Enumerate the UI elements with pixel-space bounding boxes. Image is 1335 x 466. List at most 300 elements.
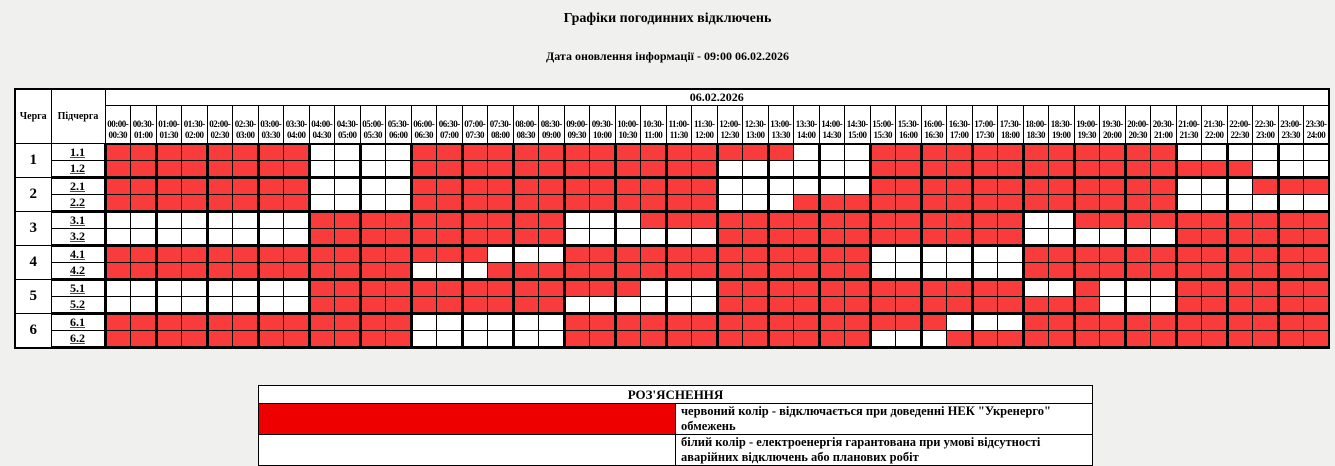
slot-cell: [462, 229, 488, 246]
slot-cell: [819, 314, 845, 331]
slot-cell: [462, 161, 488, 178]
slot-cell: [692, 229, 718, 246]
slot-cell: [513, 161, 539, 178]
slot-cell: [1074, 178, 1100, 195]
slot-cell: [972, 212, 998, 229]
slot-cell: [1074, 212, 1100, 229]
slot-cell: [743, 229, 769, 246]
slot-cell: [207, 178, 233, 195]
slot-cell: [1100, 246, 1126, 263]
slot-cell: [641, 331, 667, 348]
time-slot-header: 20:30- 21:00: [1151, 106, 1177, 144]
slot-cell: [539, 314, 565, 331]
slot-cell: [539, 195, 565, 212]
queue-label: 5: [15, 280, 51, 314]
schedule-row-4.1: [15, 246, 1329, 263]
slot-cell: [513, 297, 539, 314]
slot-cell: [1278, 314, 1304, 331]
time-slot-header: 15:00- 15:30: [870, 106, 896, 144]
slot-cell: [1125, 212, 1151, 229]
header-date-row: [15, 89, 1329, 106]
slot-cell: [921, 212, 947, 229]
slot-cell: [666, 229, 692, 246]
subqueue-link[interactable]: 6.2: [70, 331, 85, 345]
time-slot-header: 04:30- 05:00: [335, 106, 361, 144]
slot-cell: [258, 212, 284, 229]
slot-cell: [1227, 144, 1253, 161]
slot-cell: [284, 144, 310, 161]
slot-cell: [182, 314, 208, 331]
slot-cell: [386, 161, 412, 178]
slot-cell: [1304, 144, 1330, 161]
slot-cell: [1125, 229, 1151, 246]
slot-cell: [182, 263, 208, 280]
slot-cell: [896, 280, 922, 297]
slot-cell: [564, 246, 590, 263]
slot-cell: [437, 246, 463, 263]
slot-cell: [947, 331, 973, 348]
subqueue-link[interactable]: 6.1: [70, 315, 85, 329]
slot-cell: [743, 263, 769, 280]
slot-cell: [437, 314, 463, 331]
slot-cell: [998, 178, 1024, 195]
queue-label: 4: [15, 246, 51, 280]
subqueue-cell: [51, 178, 105, 195]
slot-cell: [284, 246, 310, 263]
slot-cell: [845, 229, 871, 246]
slot-cell: [896, 229, 922, 246]
slot-cell: [1100, 263, 1126, 280]
slot-cell: [1049, 144, 1075, 161]
slot-cell: [717, 195, 743, 212]
subqueue-cell: [51, 144, 105, 161]
slot-cell: [258, 144, 284, 161]
slot-cell: [743, 314, 769, 331]
slot-cell: [692, 331, 718, 348]
slot-cell: [105, 144, 131, 161]
slot-cell: [794, 246, 820, 263]
slot-cell: [105, 314, 131, 331]
slot-cell: [794, 178, 820, 195]
slot-cell: [1278, 212, 1304, 229]
time-slot-header: 11:30- 12:00: [692, 106, 718, 144]
time-slot-header: 04:00- 04:30: [309, 106, 335, 144]
slot-cell: [1151, 144, 1177, 161]
slot-cell: [743, 212, 769, 229]
slot-cell: [1304, 297, 1330, 314]
schedule-row-3.1: [15, 212, 1329, 229]
slot-cell: [1100, 331, 1126, 348]
slot-cell: [947, 229, 973, 246]
slot-cell: [998, 246, 1024, 263]
slot-cell: [1304, 212, 1330, 229]
subqueue-link[interactable]: 3.2: [70, 229, 85, 243]
slot-cell: [692, 195, 718, 212]
slot-cell: [156, 161, 182, 178]
slot-cell: [258, 280, 284, 297]
time-slot-header: 18:30- 19:00: [1049, 106, 1075, 144]
slot-cell: [284, 297, 310, 314]
slot-cell: [1125, 297, 1151, 314]
slot-cell: [717, 212, 743, 229]
slot-cell: [845, 331, 871, 348]
slot-cell: [1151, 331, 1177, 348]
slot-cell: [1125, 161, 1151, 178]
slot-cell: [845, 161, 871, 178]
slot-cell: [105, 297, 131, 314]
slot-cell: [1202, 195, 1228, 212]
slot-cell: [462, 297, 488, 314]
slot-cell: [1023, 280, 1049, 297]
slot-cell: [1100, 297, 1126, 314]
slot-cell: [1125, 144, 1151, 161]
slot-cell: [309, 144, 335, 161]
slot-cell: [1125, 263, 1151, 280]
slot-cell: [896, 297, 922, 314]
slot-cell: [590, 195, 616, 212]
slot-cell: [309, 280, 335, 297]
slot-cell: [309, 246, 335, 263]
slot-cell: [1100, 229, 1126, 246]
slot-cell: [896, 246, 922, 263]
slot-cell: [972, 144, 998, 161]
subqueue-cell: [51, 229, 105, 246]
page-title: Графіки погодинних відключень: [563, 11, 772, 26]
time-header-row: [15, 106, 1329, 144]
slot-cell: [1202, 263, 1228, 280]
slot-cell: [437, 229, 463, 246]
slot-cell: [131, 297, 157, 314]
slot-cell: [488, 229, 514, 246]
time-slot-header: 13:00- 13:30: [768, 106, 794, 144]
time-slot-header: 00:30- 01:00: [131, 106, 157, 144]
date-header: 06.02.2026: [105, 89, 1329, 106]
slot-cell: [488, 212, 514, 229]
slot-cell: [411, 263, 437, 280]
slot-cell: [1304, 331, 1330, 348]
slot-cell: [284, 229, 310, 246]
slot-cell: [921, 263, 947, 280]
slot-cell: [207, 246, 233, 263]
schedule-row-4.2: [15, 263, 1329, 280]
slot-cell: [896, 195, 922, 212]
slot-cell: [284, 263, 310, 280]
subqueue-cell: [51, 263, 105, 280]
slot-cell: [1074, 280, 1100, 297]
time-slot-header: 16:30- 17:00: [947, 106, 973, 144]
slot-cell: [309, 195, 335, 212]
schedule-row-3.2: [15, 229, 1329, 246]
slot-cell: [1151, 246, 1177, 263]
slot-cell: [615, 195, 641, 212]
slot-cell: [131, 144, 157, 161]
subqueue-link[interactable]: 1.2: [70, 161, 85, 175]
slot-cell: [666, 178, 692, 195]
slot-cell: [819, 144, 845, 161]
subqueue-link[interactable]: 5.2: [70, 297, 85, 311]
slot-cell: [437, 178, 463, 195]
slot-cell: [105, 195, 131, 212]
slot-cell: [1151, 229, 1177, 246]
slot-cell: [1278, 297, 1304, 314]
slot-cell: [1278, 161, 1304, 178]
slot-cell: [615, 229, 641, 246]
slot-cell: [513, 246, 539, 263]
slot-cell: [156, 178, 182, 195]
time-slot-header: 09:00- 09:30: [564, 106, 590, 144]
slot-cell: [768, 161, 794, 178]
slot-cell: [1100, 161, 1126, 178]
slot-cell: [386, 331, 412, 348]
slot-cell: [105, 331, 131, 348]
slot-cell: [437, 144, 463, 161]
slot-cell: [156, 246, 182, 263]
slot-cell: [998, 280, 1024, 297]
slot-cell: [870, 178, 896, 195]
slot-cell: [819, 161, 845, 178]
slot-cell: [615, 212, 641, 229]
slot-cell: [360, 263, 386, 280]
slot-cell: [768, 246, 794, 263]
slot-cell: [539, 331, 565, 348]
slot-cell: [411, 297, 437, 314]
slot-cell: [156, 263, 182, 280]
time-slot-header: 07:00- 07:30: [462, 106, 488, 144]
slot-cell: [309, 297, 335, 314]
time-slot-header: 21:30- 22:00: [1202, 106, 1228, 144]
time-slot-header: 08:00- 08:30: [513, 106, 539, 144]
slot-cell: [1074, 246, 1100, 263]
slot-cell: [182, 212, 208, 229]
slot-cell: [896, 144, 922, 161]
slot-cell: [1278, 195, 1304, 212]
slot-cell: [182, 161, 208, 178]
time-slot-header: 07:30- 08:00: [488, 106, 514, 144]
schedule-head: [15, 89, 1329, 144]
slot-cell: [564, 178, 590, 195]
slot-cell: [666, 246, 692, 263]
time-slot-header: 23:30- 24:00: [1304, 106, 1330, 144]
slot-cell: [284, 161, 310, 178]
subqueue-link[interactable]: 4.1: [70, 247, 85, 261]
slot-cell: [921, 280, 947, 297]
slot-cell: [998, 144, 1024, 161]
slot-cell: [411, 144, 437, 161]
slot-cell: [488, 144, 514, 161]
slot-cell: [1049, 331, 1075, 348]
slot-cell: [1049, 229, 1075, 246]
slot-cell: [1049, 212, 1075, 229]
time-slot-header: 09:30- 10:00: [590, 106, 616, 144]
slot-cell: [615, 263, 641, 280]
slot-cell: [717, 314, 743, 331]
slot-cell: [513, 144, 539, 161]
slot-cell: [1151, 297, 1177, 314]
slot-cell: [1151, 212, 1177, 229]
time-slot-header: 08:30- 09:00: [539, 106, 565, 144]
slot-cell: [207, 331, 233, 348]
slot-cell: [386, 229, 412, 246]
slot-cell: [462, 246, 488, 263]
slot-cell: [641, 297, 667, 314]
slot-cell: [284, 195, 310, 212]
slot-cell: [1176, 314, 1202, 331]
slot-cell: [1202, 280, 1228, 297]
slot-cell: [717, 246, 743, 263]
slot-cell: [1049, 297, 1075, 314]
slot-cell: [360, 314, 386, 331]
slot-cell: [921, 178, 947, 195]
slot-cell: [1202, 314, 1228, 331]
slot-cell: [819, 212, 845, 229]
slot-cell: [590, 229, 616, 246]
slot-cell: [386, 144, 412, 161]
subqueue-link[interactable]: 2.2: [70, 195, 85, 209]
slot-cell: [998, 331, 1024, 348]
queue-label: 6: [15, 314, 51, 348]
slot-cell: [335, 195, 361, 212]
slot-cell: [539, 161, 565, 178]
slot-cell: [870, 144, 896, 161]
slot-cell: [768, 297, 794, 314]
subqueue-link[interactable]: 1.1: [70, 144, 85, 159]
slot-cell: [794, 212, 820, 229]
slot-cell: [1023, 331, 1049, 348]
slot-cell: [335, 246, 361, 263]
slot-cell: [743, 280, 769, 297]
slot-cell: [105, 178, 131, 195]
slot-cell: [233, 212, 259, 229]
subqueue-cell: [51, 161, 105, 178]
slot-cell: [1227, 297, 1253, 314]
slot-cell: [1304, 246, 1330, 263]
slot-cell: [437, 161, 463, 178]
time-slot-header: 02:30- 03:00: [233, 106, 259, 144]
slot-cell: [1176, 229, 1202, 246]
slot-cell: [717, 263, 743, 280]
slot-cell: [309, 229, 335, 246]
slot-cell: [335, 331, 361, 348]
slot-cell: [1202, 331, 1228, 348]
slot-cell: [972, 178, 998, 195]
slot-cell: [488, 331, 514, 348]
slot-cell: [768, 229, 794, 246]
slot-cell: [641, 280, 667, 297]
slot-cell: [488, 161, 514, 178]
slot-cell: [615, 280, 641, 297]
slot-cell: [972, 195, 998, 212]
slot-cell: [1304, 314, 1330, 331]
slot-cell: [1278, 229, 1304, 246]
slot-cell: [921, 314, 947, 331]
slot-cell: [692, 161, 718, 178]
slot-cell: [284, 212, 310, 229]
slot-cell: [947, 263, 973, 280]
slot-cell: [131, 314, 157, 331]
time-slot-header: 12:00- 12:30: [717, 106, 743, 144]
slot-cell: [258, 263, 284, 280]
slot-cell: [564, 280, 590, 297]
slot-cell: [1151, 314, 1177, 331]
slot-cell: [258, 161, 284, 178]
slot-cell: [1176, 297, 1202, 314]
slot-cell: [666, 212, 692, 229]
slot-cell: [462, 263, 488, 280]
slot-cell: [462, 280, 488, 297]
subqueue-cell: [51, 314, 105, 331]
slot-cell: [768, 280, 794, 297]
subqueue-cell: [51, 280, 105, 297]
legend-item-row: [259, 435, 1093, 466]
slot-cell: [233, 246, 259, 263]
queue-label: 3: [15, 212, 51, 246]
slot-cell: [233, 314, 259, 331]
slot-cell: [1100, 314, 1126, 331]
slot-cell: [870, 280, 896, 297]
slot-cell: [131, 280, 157, 297]
slot-cell: [845, 195, 871, 212]
slot-cell: [1074, 297, 1100, 314]
slot-cell: [819, 195, 845, 212]
slot-cell: [335, 212, 361, 229]
slot-cell: [488, 280, 514, 297]
slot-cell: [768, 178, 794, 195]
slot-cell: [182, 144, 208, 161]
slot-cell: [1176, 195, 1202, 212]
slot-cell: [207, 212, 233, 229]
slot-cell: [590, 280, 616, 297]
slot-cell: [666, 144, 692, 161]
slot-cell: [386, 246, 412, 263]
slot-cell: [233, 161, 259, 178]
schedule-row-2.2: [15, 195, 1329, 212]
slot-cell: [360, 297, 386, 314]
slot-cell: [207, 280, 233, 297]
slot-cell: [845, 212, 871, 229]
legend-item-row: [259, 404, 1093, 435]
subqueue-cell: [51, 212, 105, 229]
slot-cell: [615, 144, 641, 161]
slot-cell: [794, 297, 820, 314]
slot-cell: [411, 195, 437, 212]
subqueue-link[interactable]: 3.1: [70, 213, 85, 227]
time-slot-header: 00:00- 00:30: [105, 106, 131, 144]
time-slot-header: 06:00- 06:30: [411, 106, 437, 144]
subqueue-link[interactable]: 4.2: [70, 263, 85, 277]
slot-cell: [1253, 280, 1279, 297]
slot-cell: [641, 263, 667, 280]
slot-cell: [1227, 280, 1253, 297]
slot-cell: [411, 161, 437, 178]
slot-cell: [768, 331, 794, 348]
slot-cell: [411, 178, 437, 195]
slot-cell: [972, 297, 998, 314]
slot-cell: [105, 229, 131, 246]
time-slot-header: 15:30- 16:00: [896, 106, 922, 144]
slot-cell: [207, 195, 233, 212]
slot-cell: [1202, 212, 1228, 229]
subqueue-link[interactable]: 5.1: [70, 281, 85, 295]
slot-cell: [972, 331, 998, 348]
legend-body: [259, 404, 1093, 466]
slot-cell: [1202, 229, 1228, 246]
subqueue-link[interactable]: 2.1: [70, 179, 85, 193]
slot-cell: [1278, 280, 1304, 297]
legend-header-row: [259, 386, 1093, 404]
slot-cell: [921, 229, 947, 246]
slot-cell: [156, 280, 182, 297]
slot-cell: [1278, 144, 1304, 161]
